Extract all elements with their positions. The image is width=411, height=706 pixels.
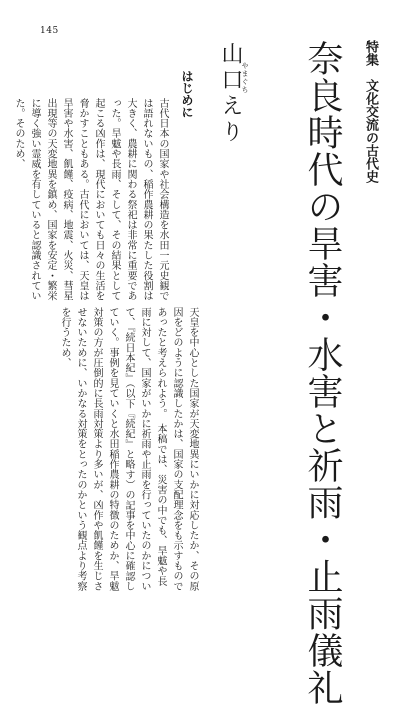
article-title: 奈良時代の旱害・水害と祈雨・止雨儀礼 [302,40,343,706]
body-text-upper-column [13,98,170,310]
author-name: 山口えり [218,42,243,146]
body-paragraph: 古代日本の国家や社会構造を水田一元史観では語れないもの、稲作農耕の果たした役割は大きく、農耕に関わる祭祀は非常に重要であった。旱魃や長雨、そして、その結果として起こる凶作は、現代においても日々の生活を脅かすこともある。古代においては、天皇は旱害や水害、飢饉、疫病、地震、火災、彗星出現等の天変地異を鎮め、国家を安定・繁栄に導く強い霊威を有していると認識されていた。そのため、 [13,98,168,301]
section-heading: はじめに [180,70,194,118]
author-name-ruby: やまぐち [241,62,249,94]
body-text-lower-column [59,307,200,593]
series-label: 特集 文化交流の古代史 [363,40,378,183]
page-number: 145 [40,26,59,36]
body-paragraph: 天皇を中心とした国家が天変地異にいかに対応したか、その原因をどのように認識したかは、国家の支配理念をも示すものであったと考えられよう。 本稿では、災害の中でも、旱魃や長雨に対して、国家がいかに祈雨や止雨を行っていたのかについて、『続日本紀』（以下『続紀』と略す）の記事を中心に確認していく。事例を見ていくと水田稲作農耕の特徴のためか、旱魃対策の方が圧倒的に長雨対策より多いが、凶作や飢饉を生じさせないために、いかなる対策をとったのかという観点より考察を行うため、 [59,307,198,592]
